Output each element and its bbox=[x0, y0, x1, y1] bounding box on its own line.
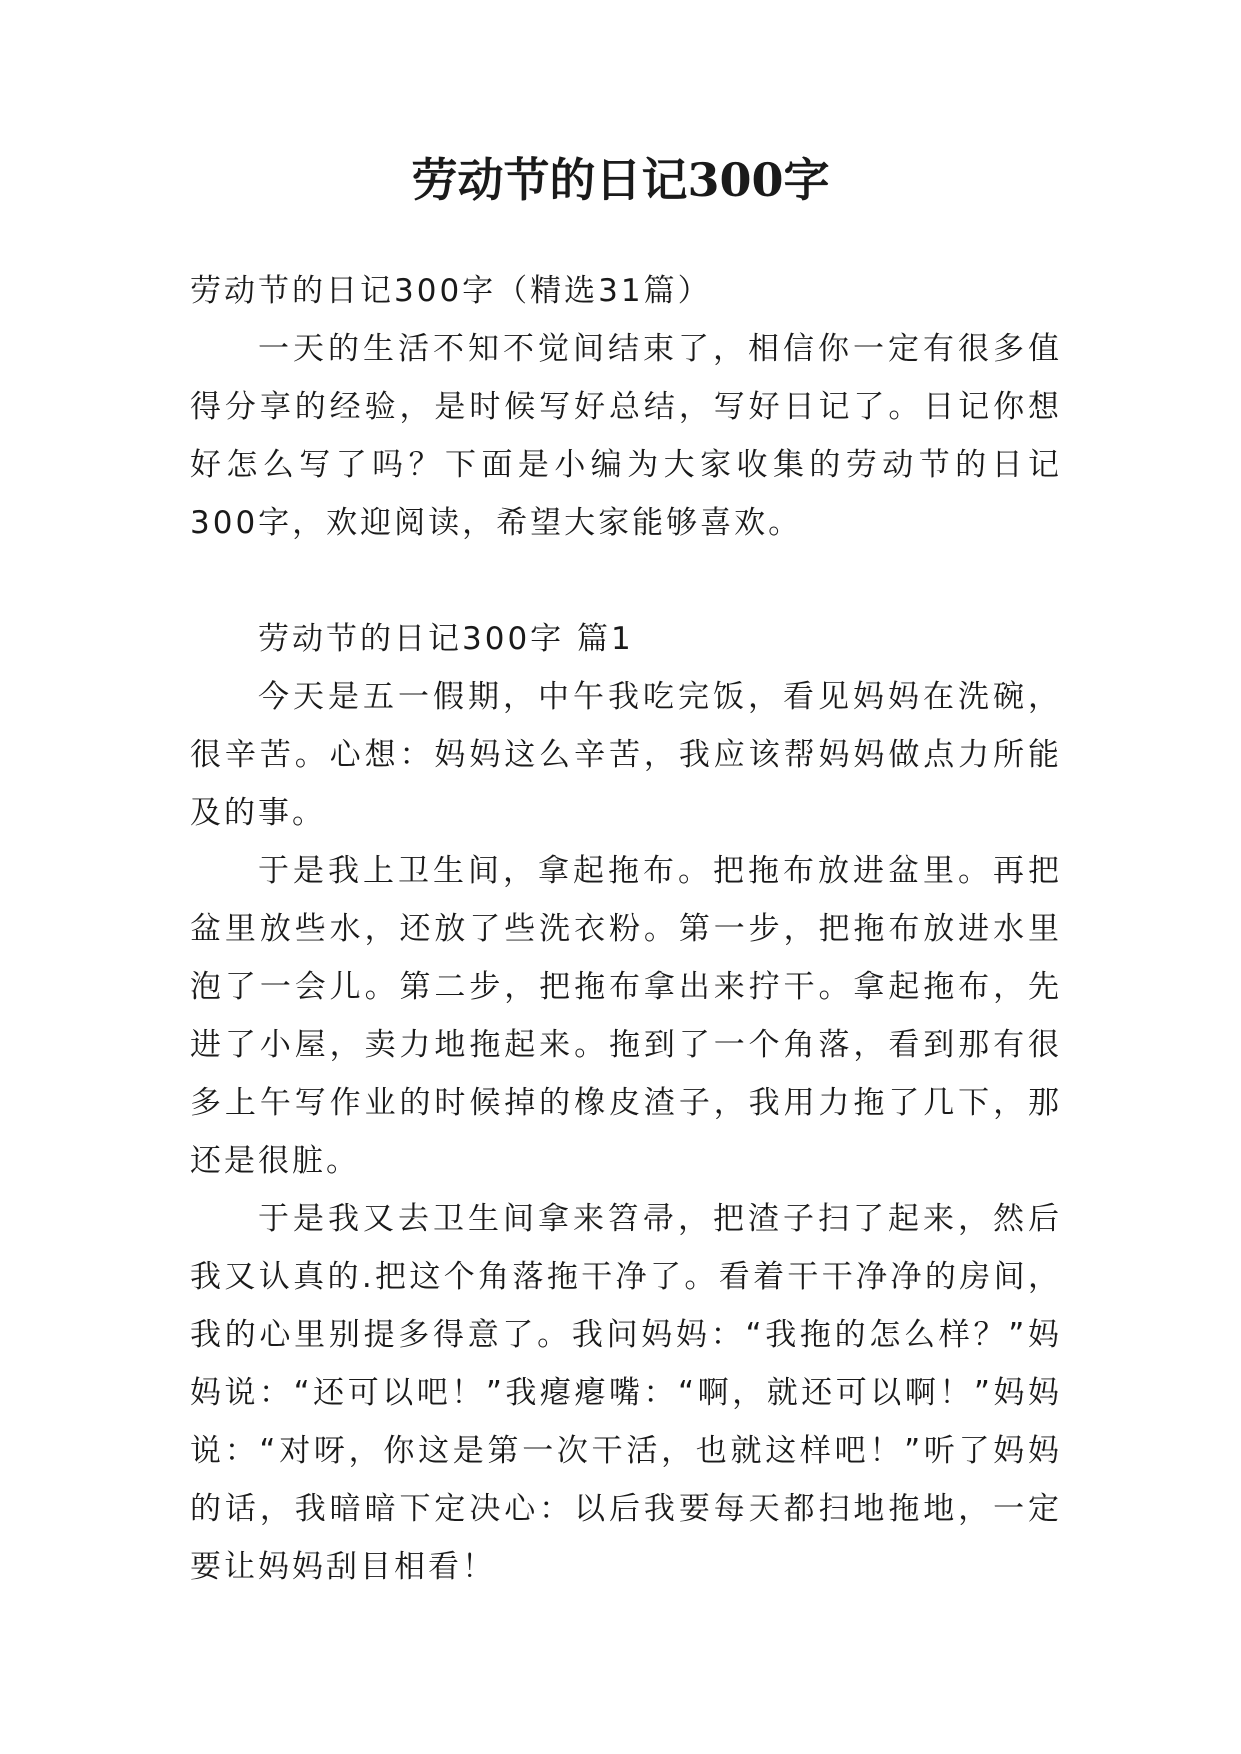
body-paragraph: 于是我上卫生间，拿起拖布。把拖布放进盆里。再把盆里放些水，还放了些洗衣粉。第一步，把拖布放进水里泡了一会儿。第二步，把拖布拿出来拧干。拿起拖布，先进了小屋，卖力地拖起来。拖到了一个角落，看到那有很多上午写作业的时候掉的橡皮渣子，我用力拖了几下，那还是很脏。 bbox=[190, 853, 1062, 1179]
document-body bbox=[190, 262, 1062, 1596]
body-paragraph: 今天是五一假期，中午我吃完饭，看见妈妈在洗碗，很辛苦。心想：妈妈这么辛苦，我应该帮妈妈做点力所能及的事。 bbox=[190, 679, 1062, 831]
section-spacer bbox=[190, 552, 1062, 610]
document-subtitle: 劳动节的日记300字（精选31篇） bbox=[190, 273, 712, 309]
document-title: 劳动节的日记300字 bbox=[411, 153, 830, 207]
intro-paragraph: 一天的生活不知不觉间结束了，相信你一定有很多值得分享的经验，是时候写好总结，写好日记了。日记你想好怎么写了吗？下面是小编为大家收集的劳动节的日记300字，欢迎阅读，希望大家能够喜欢。 bbox=[190, 331, 1062, 541]
section-heading: 劳动节的日记300字 篇1 bbox=[258, 621, 634, 657]
body-paragraph: 于是我又去卫生间拿来笤帚，把渣子扫了起来，然后我又认真的.把这个角落拖干净了。看着干干净净的房间，我的心里别提多得意了。我问妈妈：“我拖的怎么样？”妈妈说：“还可以吧！”我瘪瘪嘴：“啊，就还可以啊！”妈妈说：“对呀，你这是第一次干活，也就这样吧！”听了妈妈的话，我暗暗下定决心：以后我要每天都扫地拖地，一定要让妈妈刮目相看！ bbox=[190, 1201, 1062, 1585]
